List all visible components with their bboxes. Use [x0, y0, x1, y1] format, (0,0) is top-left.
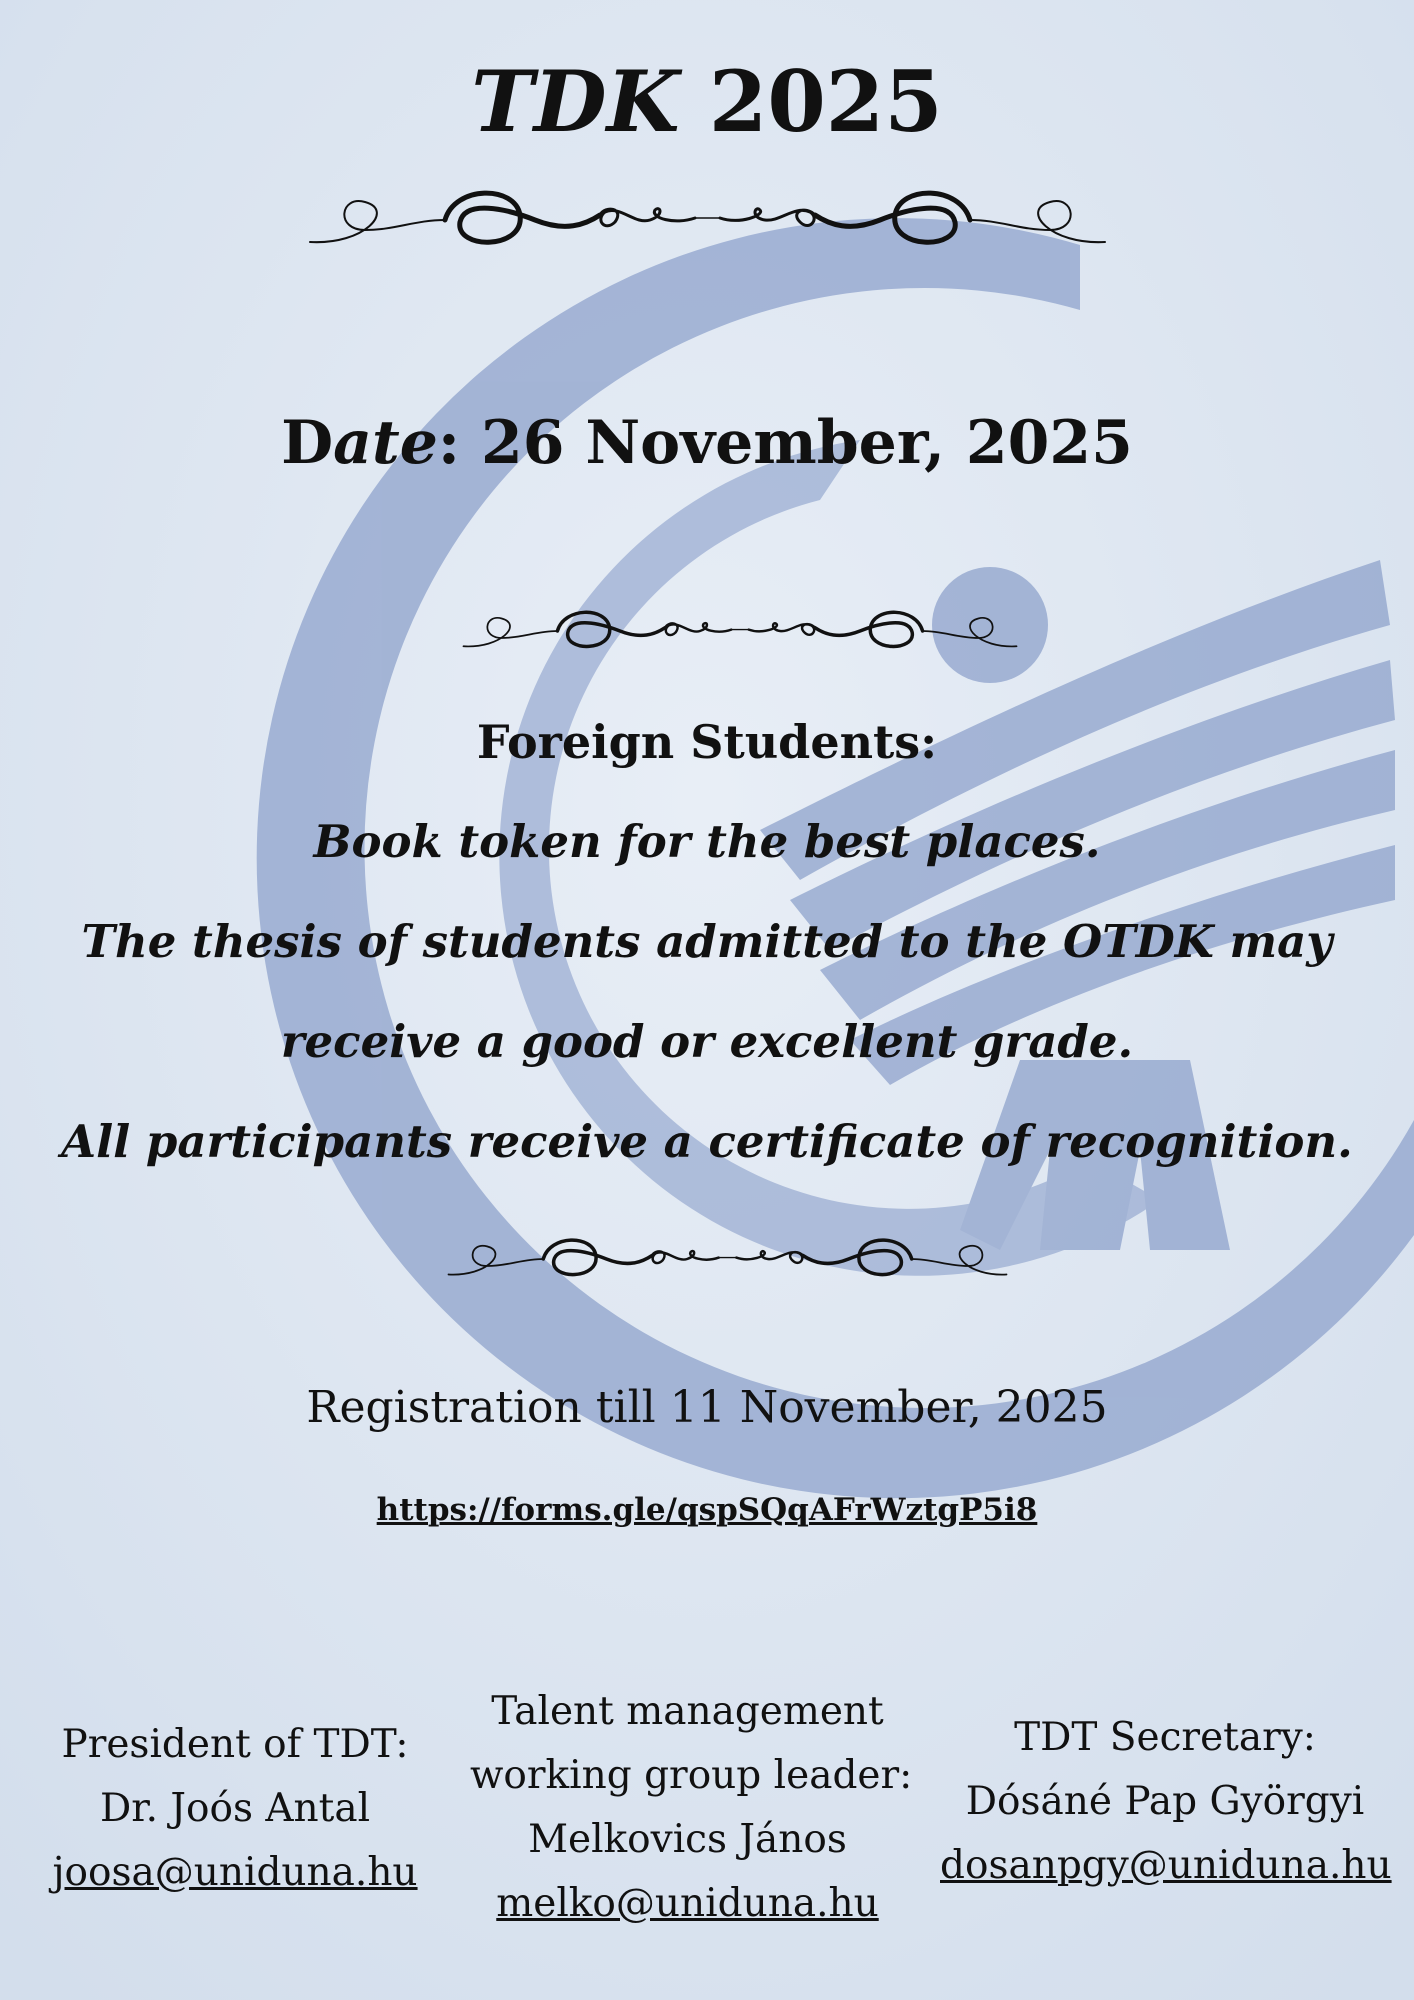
date-value: 26 November, 2025: [460, 408, 1133, 478]
contact-secretary: [940, 1706, 1390, 1898]
title-year: 2025: [708, 52, 943, 151]
registration-link-container: [0, 1488, 1414, 1532]
prize-line: All participants receive a certificate of recognition.: [61, 1115, 1353, 1168]
contact-talent-management: [470, 1680, 913, 1936]
title-prefix: TDK: [471, 52, 680, 151]
prize-line: The thesis of students admitted to the OTDK may: [81, 915, 1333, 968]
contact-role: TDT Secretary:: [1014, 1715, 1316, 1760]
contact-role: President of TDT:: [61, 1722, 409, 1767]
prize-line: Book token for the best places.: [313, 815, 1101, 868]
date-label-start: D: [281, 408, 334, 478]
contact-president: [40, 1713, 430, 1905]
contact-role: Talent management: [491, 1689, 884, 1734]
contact-email-link[interactable]: joosa@uniduna.hu: [52, 1850, 418, 1895]
registration-deadline: Registration till 11 November, 2025: [306, 1382, 1108, 1433]
contact-name: Dr. Joós Antal: [99, 1786, 371, 1831]
date-label-italic: ate: [333, 408, 438, 478]
flourish-divider-icon: [460, 600, 1020, 662]
flourish-divider-icon: [305, 180, 1110, 260]
contact-name: Melkovics János: [528, 1817, 847, 1862]
registration-link[interactable]: https://forms.gle/qspSQqAFrWztgP5i8: [376, 1492, 1038, 1528]
contact-name: Dósáné Pap Györgyi: [965, 1779, 1365, 1824]
foreign-students-heading: Foreign Students:: [476, 715, 938, 769]
contact-email-link[interactable]: melko@uniduna.hu: [496, 1881, 879, 1926]
flourish-divider-icon: [445, 1228, 1010, 1290]
contact-role: working group leader:: [470, 1753, 913, 1798]
prize-line: receive a good or excellent grade.: [280, 1015, 1134, 1068]
date-label-end: :: [437, 408, 461, 478]
page-title: [0, 52, 1414, 152]
event-date: [0, 403, 1414, 483]
contact-email-link[interactable]: dosanpgy@uniduna.hu: [940, 1843, 1392, 1888]
